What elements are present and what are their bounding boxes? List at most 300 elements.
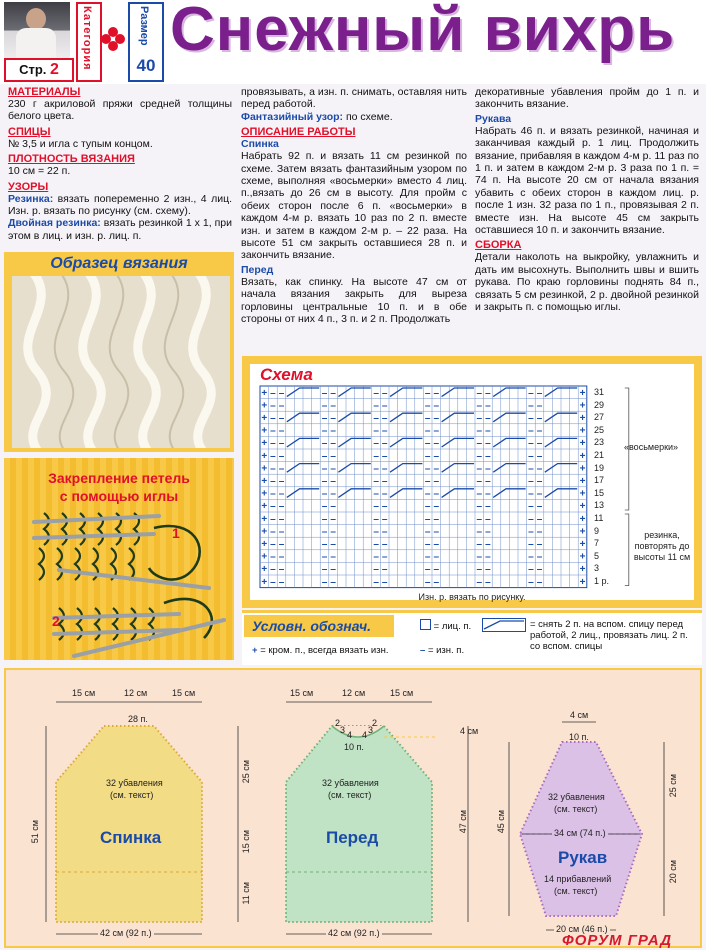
svg-text:–: –: [270, 387, 276, 399]
rib-label: резинка, повторять до высоты 11 см: [633, 530, 691, 562]
svg-text:–: –: [321, 501, 328, 513]
svg-text:+: +: [261, 551, 268, 563]
svg-text:–: –: [270, 526, 276, 538]
svg-text:+: +: [261, 413, 268, 424]
needle-panel: [4, 458, 234, 660]
legend-purl: [420, 645, 464, 656]
back-top-dim-2: 12 см: [124, 688, 148, 698]
svg-text:+: +: [579, 476, 586, 487]
svg-text:–: –: [433, 387, 440, 399]
row-number: 3: [594, 563, 600, 574]
svg-text:–: –: [476, 488, 483, 500]
knit-sample-title: Образец вязания: [50, 255, 188, 272]
svg-text:–: –: [321, 387, 328, 399]
svg-text:–: –: [433, 400, 440, 412]
back-text: Набрать 92 п. и вязать 11 см резинкой по схеме. Затем вязать фантазийным узором по схеме, выполняя «восьмерки» вместо 4 лиц. п.,вязать до 26 см в высоту. Для пройм с обеих сторон после 6 п. «восьмерки» в каждом 4-м р. вязать 10 раз по 2 п. вместе изн. и затем в каждом 2-м р. – 22 раза. На высоте 51 см закрыть оставшиеся 28 п. и закончить вязание.: [241, 150, 467, 262]
svg-text:–: –: [536, 476, 543, 487]
svg-text:–: –: [381, 564, 388, 576]
svg-text:–: –: [278, 438, 285, 450]
svg-text:–: –: [485, 387, 491, 399]
svg-text:–: –: [381, 488, 388, 500]
back-right-dim-2: 15 см: [241, 830, 251, 854]
svg-text:–: –: [536, 387, 543, 399]
front-top-dim-2: 12 см: [342, 688, 366, 698]
svg-text:–: –: [373, 387, 379, 399]
row-numbers: [592, 384, 622, 590]
svg-text:–: –: [373, 526, 379, 538]
svg-text:–: –: [373, 488, 379, 500]
svg-text:+: +: [579, 526, 586, 538]
svg-text:+: +: [579, 400, 586, 412]
svg-text:–: –: [330, 564, 336, 576]
svg-text:–: –: [278, 564, 285, 576]
sleeve-top-stitches: 10 п.: [569, 732, 589, 742]
row-number: 7: [594, 538, 600, 549]
svg-text:–: –: [476, 425, 483, 437]
svg-text:–: –: [381, 450, 388, 462]
svg-text:–: –: [381, 539, 388, 550]
fancy-label: Фантазийный узор:: [241, 110, 344, 123]
svg-text:–: –: [528, 463, 534, 475]
svg-text:–: –: [321, 400, 328, 412]
svg-text:–: –: [433, 576, 440, 588]
svg-text:–: –: [321, 564, 328, 576]
model-photo: [4, 2, 70, 58]
svg-text:+: +: [579, 387, 586, 399]
legend-edge-text: = кром. п., всегда вязать изн.: [260, 645, 389, 656]
svg-text:–: –: [278, 576, 285, 588]
svg-text:–: –: [536, 526, 543, 538]
svg-text:–: –: [485, 526, 491, 538]
svg-text:–: –: [321, 488, 328, 500]
svg-text:–: –: [278, 413, 285, 424]
svg-text:–: –: [373, 438, 379, 450]
edge-symbol-icon: +: [252, 645, 258, 656]
svg-text:–: –: [330, 501, 336, 513]
svg-text:–: –: [485, 551, 491, 563]
svg-text:–: –: [536, 551, 543, 563]
svg-text:–: –: [485, 513, 491, 525]
density-text: 10 см = 22 п.: [8, 165, 71, 178]
svg-text:–: –: [476, 513, 483, 525]
front-neck-5: 3: [368, 725, 374, 735]
svg-text:–: –: [433, 539, 440, 550]
svg-text:–: –: [373, 400, 379, 412]
svg-text:–: –: [373, 551, 379, 563]
purl-symbol-icon: –: [420, 645, 426, 656]
svg-text:–: –: [528, 501, 534, 513]
svg-text:–: –: [321, 476, 328, 487]
svg-text:+: +: [261, 425, 268, 437]
svg-text:–: –: [373, 413, 379, 424]
legend-cable-text: = снять 2 п. на вспом. спицу перед работой, 2 лиц., провязать лиц. 2 п. со вспом. спицы: [530, 619, 688, 652]
svg-text:–: –: [270, 539, 276, 550]
needle-illustration: [4, 508, 234, 658]
page-number-box: [4, 58, 74, 82]
scheme-caption: Изн. р. вязать по рисунку.: [418, 592, 526, 602]
size-value: 40: [136, 56, 156, 75]
svg-text:+: +: [579, 513, 586, 525]
svg-text:–: –: [528, 413, 534, 424]
svg-text:–: –: [330, 425, 336, 437]
svg-text:–: –: [330, 488, 336, 500]
svg-text:–: –: [485, 425, 491, 437]
svg-text:+: +: [261, 539, 268, 550]
flower-icon: [100, 26, 126, 52]
svg-text:–: –: [485, 463, 491, 475]
svg-text:–: –: [528, 564, 534, 576]
svg-text:–: –: [528, 513, 534, 525]
assembly-heading: СБОРКА: [475, 239, 522, 252]
svg-text:+: +: [579, 539, 586, 550]
svg-text:–: –: [373, 576, 379, 588]
svg-text:–: –: [270, 425, 276, 437]
svg-text:–: –: [433, 501, 440, 513]
svg-text:–: –: [536, 501, 543, 513]
sleeve-increases: 14 прибавлений: [544, 874, 612, 884]
svg-text:–: –: [270, 400, 276, 412]
front-bottom-dim: 42 см (92 п.): [328, 928, 380, 938]
svg-text:–: –: [270, 413, 276, 424]
svg-text:–: –: [270, 476, 276, 487]
row-number: 9: [594, 525, 600, 536]
front-neck-4: 4: [362, 730, 368, 740]
size-label: Размер: [138, 6, 150, 46]
svg-text:–: –: [528, 539, 534, 550]
svg-text:–: –: [321, 551, 328, 563]
svg-text:–: –: [476, 551, 483, 563]
svg-text:+: +: [261, 476, 268, 487]
rib-text: вязать попеременно 2 изн., 4 лиц. Изн. р. вязать по рисунку (см. схему).: [8, 192, 232, 218]
svg-text:–: –: [270, 576, 276, 588]
svg-text:–: –: [321, 576, 328, 588]
svg-text:–: –: [476, 387, 483, 399]
row-number: 25: [594, 424, 605, 435]
row-number: 31: [594, 387, 605, 397]
svg-text:–: –: [321, 526, 328, 538]
back-left-dim: 51 см: [30, 820, 40, 844]
svg-text:–: –: [330, 513, 336, 525]
svg-text:–: –: [433, 564, 440, 576]
svg-text:–: –: [278, 425, 285, 437]
svg-text:–: –: [381, 501, 388, 513]
svg-text:+: +: [261, 463, 268, 475]
svg-text:–: –: [536, 488, 543, 500]
svg-text:–: –: [330, 463, 336, 475]
row-number: 5: [594, 550, 600, 561]
front-neck-2: 3: [340, 725, 346, 735]
patterns-heading: УЗОРЫ: [8, 180, 49, 193]
front-decreases: 32 убавления: [322, 778, 379, 788]
svg-text:–: –: [528, 450, 534, 462]
svg-text:–: –: [433, 413, 440, 424]
assembly-text: Детали наколоть на выкройку, увлажнить и дать им высохнуть. Выполнить швы и вшить рукава. По краю горловины поднять 84 п., связать 5 см резинкой, 2 р. двойной резинкой и закрыть п. с помощью иглы.: [475, 251, 699, 314]
needles-heading: СПИЦЫ: [8, 125, 51, 138]
back-see-text: (см. текст): [110, 790, 154, 800]
svg-text:–: –: [485, 400, 491, 412]
svg-text:–: –: [433, 450, 440, 462]
svg-text:–: –: [278, 476, 285, 487]
svg-text:–: –: [330, 400, 336, 412]
svg-text:–: –: [433, 488, 440, 500]
materials-text: 230 г акриловой пряжи средней толщины белого цвета.: [8, 98, 232, 123]
materials-heading: МАТЕРИАЛЫ: [8, 86, 81, 98]
legend-knit-text: = лиц. п.: [433, 621, 472, 632]
category-box: [76, 2, 102, 82]
svg-text:–: –: [330, 526, 336, 538]
back-heading: Спинка: [241, 138, 279, 151]
svg-text:–: –: [381, 513, 388, 525]
header: [0, 0, 706, 84]
svg-text:–: –: [381, 438, 388, 450]
svg-text:–: –: [278, 488, 285, 500]
sleeve-heading: Рукава: [475, 112, 512, 125]
svg-text:–: –: [536, 513, 543, 525]
fancy-pattern: [241, 111, 467, 123]
row-number: 23: [594, 437, 605, 448]
sleeve-right-dim-1: 25 см: [668, 774, 678, 798]
svg-text:–: –: [373, 425, 379, 437]
svg-text:–: –: [373, 463, 379, 475]
double-rib-text: вязать резинкой 1 х 1, при этом в лиц. и изн. р. лиц. п.: [8, 217, 232, 242]
svg-text:–: –: [278, 450, 285, 462]
row-number: 11: [594, 513, 604, 523]
front-neck-6: 2: [372, 718, 378, 728]
svg-text:–: –: [381, 576, 388, 588]
svg-text:–: –: [528, 488, 534, 500]
back-top-stitches: 28 п.: [128, 714, 148, 724]
svg-text:+: +: [579, 488, 586, 500]
svg-text:–: –: [528, 526, 534, 538]
svg-text:–: –: [330, 450, 336, 462]
row-number: 27: [594, 412, 605, 423]
front-text: Вязать, как спинку. На высоте 47 см от начала вязания закрыть для выреза горловины центральные 10 п. и в обе стороны от них 4 п., 3 п. и 2 п. Продолжать: [241, 275, 467, 326]
front-top-dim-3: 15 см: [390, 688, 414, 698]
svg-text:–: –: [381, 526, 388, 538]
row-number: 29: [594, 399, 605, 410]
svg-text:–: –: [528, 551, 534, 563]
svg-text:–: –: [424, 501, 431, 513]
knit-symbol-icon: [420, 619, 431, 630]
page-number: 2: [50, 61, 59, 78]
svg-text:–: –: [321, 413, 328, 424]
svg-text:–: –: [476, 526, 483, 538]
svg-text:–: –: [278, 400, 285, 412]
svg-text:–: –: [424, 400, 431, 412]
svg-text:–: –: [528, 425, 534, 437]
svg-text:–: –: [433, 551, 440, 563]
svg-text:–: –: [528, 438, 534, 450]
legend-knit: [420, 619, 471, 632]
svg-text:–: –: [373, 513, 379, 525]
svg-text:–: –: [270, 438, 276, 450]
svg-text:+: +: [261, 513, 268, 525]
svg-text:–: –: [321, 450, 328, 462]
needles-text: № 3,5 и игла с тупым концом.: [8, 137, 153, 150]
svg-text:–: –: [330, 539, 336, 550]
svg-text:–: –: [381, 551, 388, 563]
svg-text:–: –: [330, 413, 336, 424]
front-right-dim-2: 47 см: [458, 810, 468, 834]
svg-text:–: –: [424, 425, 431, 437]
svg-text:–: –: [433, 438, 440, 450]
svg-text:–: –: [381, 387, 388, 399]
back-right-dim-1: 25 см: [241, 760, 251, 784]
svg-text:+: +: [261, 564, 268, 576]
row-number: 17: [594, 475, 605, 486]
svg-text:–: –: [433, 425, 440, 437]
svg-text:–: –: [424, 413, 431, 424]
svg-text:–: –: [373, 476, 379, 487]
cable-symbol-icon: [482, 618, 526, 632]
svg-text:–: –: [528, 400, 534, 412]
svg-text:–: –: [270, 501, 276, 513]
svg-text:–: –: [485, 476, 491, 487]
sleeve-see-text: (см. текст): [554, 804, 598, 814]
column-2: [241, 86, 467, 326]
svg-text:–: –: [485, 488, 491, 500]
svg-text:+: +: [579, 450, 586, 462]
svg-text:–: –: [424, 564, 431, 576]
svg-text:–: –: [330, 476, 336, 487]
svg-text:+: +: [579, 413, 586, 424]
svg-text:–: –: [536, 564, 543, 576]
svg-text:–: –: [330, 551, 336, 563]
svg-text:+: +: [579, 501, 586, 513]
svg-text:–: –: [424, 463, 431, 475]
svg-text:–: –: [433, 526, 440, 538]
svg-text:–: –: [476, 501, 483, 513]
page-label: Стр.: [19, 62, 47, 77]
svg-text:–: –: [270, 488, 276, 500]
svg-text:–: –: [321, 438, 328, 450]
sleeve-text: Набрать 46 п. и вязать резинкой, начиная и заканчивая каждый р. 1 лиц. Продолжить вязание, прибавляя в каждом 4-м р. 11 раз по 1 п. и затем в каждом 2-м р. 3 раза по 1 п. = 74 п. На высоте 20 см от начала вязания убавить с обеих сторон в каждом лиц. р. после 1 изн. 32 раза по 1 п., провязывая 2 п. вместе изн. На высоте 45 см закрыть оставшиеся 10 п. и закончить вязание.: [475, 124, 699, 237]
back-piece-shape: [56, 726, 202, 922]
svg-text:+: +: [261, 576, 268, 588]
sleeve-decreases: 32 убавления: [548, 792, 605, 802]
eights-label: «восьмерки»: [624, 442, 679, 452]
svg-text:–: –: [536, 413, 543, 424]
back-bottom-dim: 42 см (92 п.): [100, 928, 152, 938]
svg-text:–: –: [270, 463, 276, 475]
svg-text:+: +: [261, 400, 268, 412]
svg-text:–: –: [330, 387, 336, 399]
scheme-chart: [258, 384, 638, 590]
svg-text:–: –: [278, 513, 285, 525]
svg-text:–: –: [278, 501, 285, 513]
svg-text:–: –: [528, 576, 534, 588]
svg-text:–: –: [485, 450, 491, 462]
svg-text:+: +: [579, 564, 586, 576]
svg-text:–: –: [485, 539, 491, 550]
needle-title-1: Закрепление петель: [48, 470, 190, 486]
front-piece-shape: [286, 726, 432, 922]
svg-text:–: –: [373, 539, 379, 550]
back-decreases: 32 убавления: [106, 778, 163, 788]
svg-text:–: –: [278, 539, 285, 550]
svg-text:–: –: [321, 539, 328, 550]
svg-text:–: –: [424, 551, 431, 563]
pattern-pieces-panel: [4, 668, 702, 948]
svg-text:–: –: [536, 400, 543, 412]
svg-text:–: –: [381, 413, 388, 424]
svg-text:–: –: [278, 463, 285, 475]
svg-text:–: –: [424, 513, 431, 525]
svg-text:–: –: [424, 450, 431, 462]
svg-text:–: –: [433, 476, 440, 487]
front-neck-3: 4: [347, 730, 353, 740]
double-rib-pattern: [8, 217, 232, 242]
svg-text:–: –: [278, 551, 285, 563]
svg-text:–: –: [476, 539, 483, 550]
double-rib-label: Двойная резинка:: [8, 217, 101, 230]
svg-text:+: +: [261, 438, 268, 450]
front-neck-1: 2: [335, 718, 341, 728]
svg-text:–: –: [278, 526, 285, 538]
svg-text:–: –: [270, 551, 276, 563]
svg-text:+: +: [261, 488, 268, 500]
svg-text:–: –: [424, 438, 431, 450]
svg-text:+: +: [579, 576, 586, 588]
column-1: [8, 86, 232, 242]
svg-text:–: –: [476, 438, 483, 450]
front-name: Перед: [326, 828, 379, 847]
knit-sample-panel: [4, 252, 234, 452]
page-title: Снежный вихрь: [170, 0, 676, 64]
watermark: ФОРУМ ГРАД: [562, 932, 673, 949]
svg-text:–: –: [536, 425, 543, 437]
svg-text:+: +: [579, 463, 586, 475]
svg-text:–: –: [270, 513, 276, 525]
fancy-text: по схеме.: [345, 110, 393, 123]
svg-text:+: +: [579, 551, 586, 563]
svg-text:–: –: [321, 425, 328, 437]
knit-sample-photo: [12, 276, 230, 448]
sleeve-name: Рукав: [558, 848, 608, 867]
svg-text:–: –: [485, 438, 491, 450]
col2-continued: провязывать, а изн. п. снимать, оставляя нить перед работой.: [241, 86, 467, 111]
legend-panel: [242, 610, 702, 665]
row-number: 15: [594, 487, 605, 498]
row-number: 21: [594, 450, 605, 460]
svg-text:+: +: [579, 425, 586, 437]
front-top-dim-1: 15 см: [290, 688, 314, 698]
svg-text:–: –: [536, 539, 543, 550]
sleeve-top-dim: 4 см: [570, 710, 589, 720]
svg-text:–: –: [485, 576, 491, 588]
svg-text:–: –: [373, 450, 379, 462]
svg-text:–: –: [485, 564, 491, 576]
svg-text:–: –: [536, 438, 543, 450]
svg-text:–: –: [321, 463, 328, 475]
front-see-text: (см. текст): [328, 790, 372, 800]
svg-text:–: –: [424, 526, 431, 538]
svg-text:–: –: [536, 576, 543, 588]
svg-text:–: –: [485, 501, 491, 513]
step-2-label: 2: [52, 613, 60, 629]
svg-text:+: +: [261, 526, 268, 538]
svg-text:–: –: [476, 463, 483, 475]
scheme-title: Схема: [260, 365, 313, 384]
rib-pattern: [8, 193, 232, 218]
svg-text:–: –: [381, 476, 388, 487]
svg-text:–: –: [424, 539, 431, 550]
front-neck-stitches: 10 п.: [344, 742, 364, 752]
row-number: 13: [594, 500, 605, 511]
legend-edge: [252, 645, 388, 656]
svg-text:–: –: [373, 501, 379, 513]
svg-text:–: –: [536, 463, 543, 475]
